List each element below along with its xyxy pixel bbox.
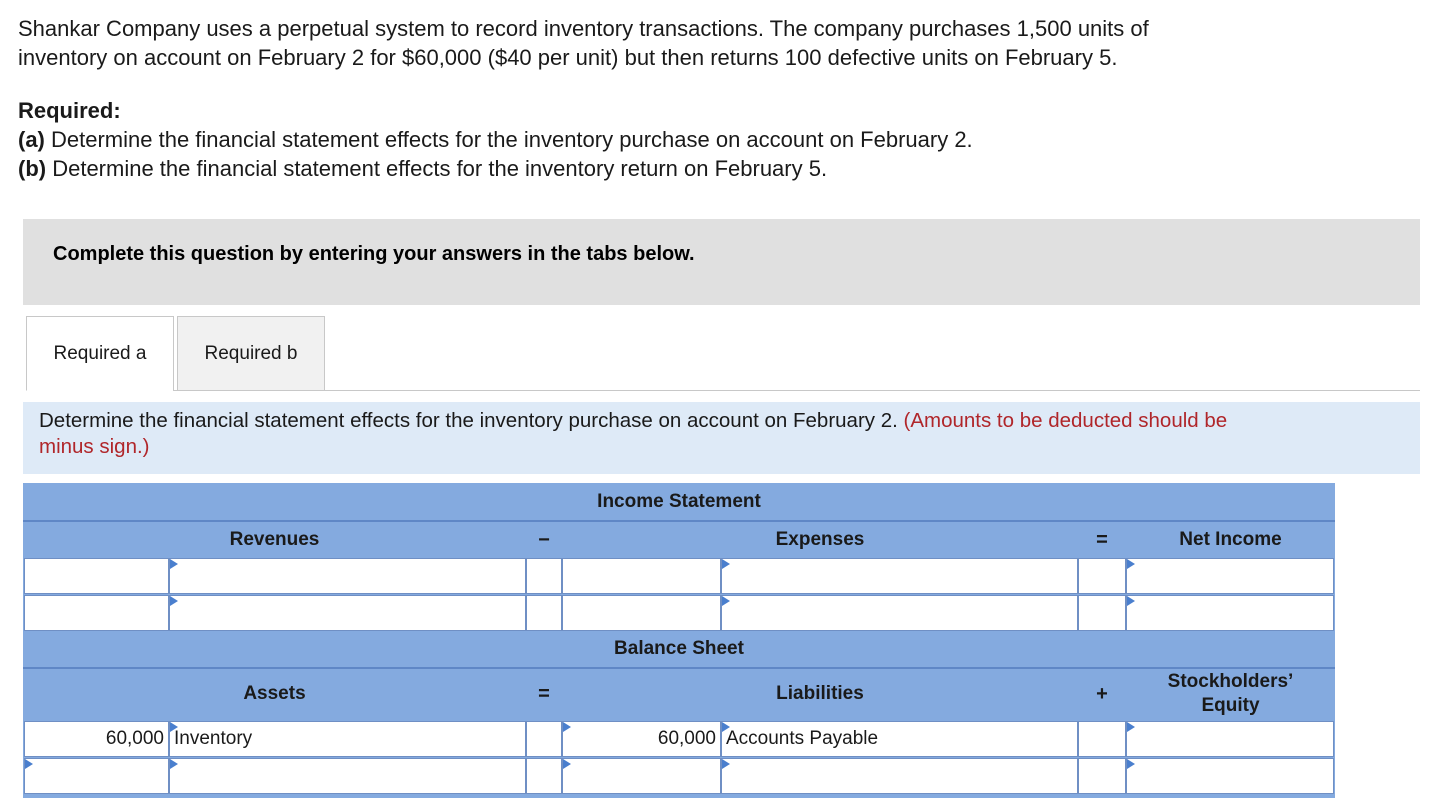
tab-required-a[interactable]: Required a bbox=[26, 316, 174, 391]
equity-header-line-2: Equity bbox=[1201, 695, 1260, 716]
asset-account-select[interactable] bbox=[169, 758, 526, 794]
asset-account-select[interactable] bbox=[169, 721, 526, 757]
dropdown-indicator-icon bbox=[25, 759, 33, 769]
instruction-panel bbox=[23, 402, 1420, 474]
operator-spacer bbox=[526, 595, 562, 631]
dropdown-indicator-icon bbox=[722, 559, 730, 569]
liability-amount-input[interactable] bbox=[562, 721, 721, 757]
dropdown-indicator-icon bbox=[563, 722, 571, 732]
dropdown-indicator-icon bbox=[170, 722, 178, 732]
expenses-header: Expenses bbox=[775, 529, 865, 550]
dropdown-indicator-icon bbox=[1127, 596, 1135, 606]
minus-operator: − bbox=[538, 528, 550, 551]
expense-account-select[interactable] bbox=[721, 558, 1078, 594]
required-heading: Required: bbox=[18, 98, 121, 123]
banner-text: Complete this question by entering your answers in the tabs below. bbox=[53, 243, 695, 265]
operator-spacer bbox=[1078, 558, 1126, 594]
dropdown-indicator-icon bbox=[563, 759, 571, 769]
operator-spacer bbox=[526, 721, 562, 757]
tab-divider bbox=[173, 390, 1420, 391]
revenue-account-select[interactable] bbox=[169, 595, 526, 631]
instruction-text bbox=[39, 408, 1420, 460]
problem-statement bbox=[18, 14, 1428, 72]
liabilities-header: Liabilities bbox=[776, 683, 864, 704]
revenue-account-select[interactable] bbox=[169, 558, 526, 594]
plus-operator: + bbox=[1096, 682, 1108, 705]
operator-spacer bbox=[526, 558, 562, 594]
required-a-text: Determine the financial statement effects for the inventory purchase on account on February 2. bbox=[44, 127, 973, 152]
revenue-amount-input[interactable] bbox=[24, 558, 169, 594]
dropdown-indicator-icon bbox=[170, 559, 178, 569]
instruction-note-2: minus sign.) bbox=[39, 435, 150, 458]
expense-account-select[interactable] bbox=[721, 595, 1078, 631]
equals-operator: = bbox=[538, 682, 550, 705]
dropdown-indicator-icon bbox=[1127, 722, 1135, 732]
equity-input[interactable] bbox=[1126, 758, 1334, 794]
net-income-input[interactable] bbox=[1126, 558, 1334, 594]
required-a-tag: (a) bbox=[18, 127, 45, 152]
income-statement-title: Income Statement bbox=[597, 490, 761, 512]
required-b-line bbox=[18, 156, 827, 182]
expense-amount-input[interactable] bbox=[562, 558, 721, 594]
equity-input[interactable] bbox=[1126, 721, 1334, 757]
dropdown-indicator-icon bbox=[1127, 759, 1135, 769]
net-income-header: Net Income bbox=[1179, 529, 1282, 550]
dropdown-indicator-icon bbox=[722, 596, 730, 606]
equals-operator: = bbox=[1096, 528, 1108, 551]
operator-spacer bbox=[1078, 758, 1126, 794]
liability-account-select[interactable] bbox=[721, 758, 1078, 794]
revenues-header: Revenues bbox=[229, 529, 320, 550]
required-a-line bbox=[18, 127, 973, 153]
assets-header: Assets bbox=[243, 683, 306, 704]
equity-header-line-1: Stockholders’ bbox=[1167, 671, 1294, 692]
expense-amount-input[interactable] bbox=[562, 595, 721, 631]
liability-account-value: Accounts Payable bbox=[726, 728, 879, 749]
asset-account-value: Inventory bbox=[174, 728, 253, 749]
instruction-banner bbox=[23, 219, 1420, 305]
problem-line-1: Shankar Company uses a perpetual system to record inventory transactions. The company purchases 1,500 units of bbox=[18, 16, 1149, 41]
net-income-input[interactable] bbox=[1126, 595, 1334, 631]
operator-spacer bbox=[526, 758, 562, 794]
revenue-amount-input[interactable] bbox=[24, 595, 169, 631]
asset-amount-input[interactable] bbox=[24, 758, 169, 794]
instruction-main: Determine the financial statement effects for the inventory purchase on account on February 2. bbox=[39, 409, 904, 432]
instruction-note-1: (Amounts to be deducted should be bbox=[903, 409, 1228, 432]
liability-amount-input[interactable] bbox=[562, 758, 721, 794]
stockholders-equity-header bbox=[1126, 669, 1335, 719]
dropdown-indicator-icon bbox=[722, 722, 730, 732]
required-b-text: Determine the financial statement effects for the inventory return on February 5. bbox=[46, 156, 828, 181]
dropdown-indicator-icon bbox=[170, 759, 178, 769]
liability-amount-value: 60,000 bbox=[657, 728, 716, 749]
required-b-tag: (b) bbox=[18, 156, 47, 181]
effects-grid bbox=[23, 483, 1335, 798]
balance-sheet-title: Balance Sheet bbox=[614, 638, 744, 659]
operator-spacer bbox=[1078, 595, 1126, 631]
asset-amount-input[interactable]: 60,000 bbox=[24, 721, 169, 757]
problem-line-2: inventory on account on February 2 for $60,000 ($40 per unit) but then returns 100 defective units on February 5. bbox=[18, 45, 1118, 70]
liability-account-select[interactable] bbox=[721, 721, 1078, 757]
dropdown-indicator-icon bbox=[1127, 559, 1135, 569]
operator-spacer bbox=[1078, 721, 1126, 757]
dropdown-indicator-icon bbox=[170, 596, 178, 606]
dropdown-indicator-icon bbox=[722, 759, 730, 769]
tab-required-b[interactable]: Required b bbox=[177, 316, 325, 391]
